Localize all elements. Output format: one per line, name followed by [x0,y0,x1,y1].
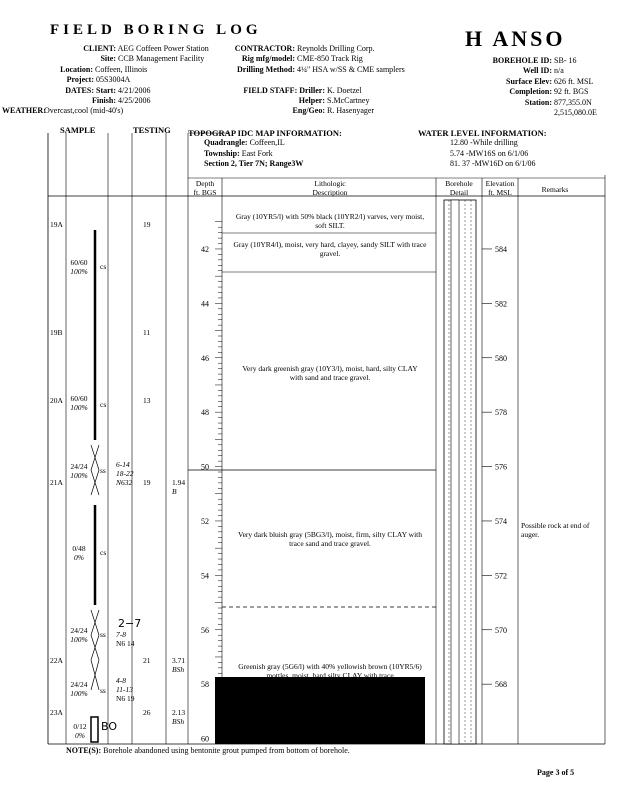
elevation-tick-label: 576 [495,462,507,472]
depth-tick-label: 60 [201,734,209,744]
header-row: Rig mfg/model: CME-850 Track Rig [241,54,363,64]
header-row: CLIENT: AEG Coffeen Power Station [83,44,209,53]
water-info: WATER LEVEL INFORMATION: 12.80 -While drilling 5.74 -MW16S on 6/1/06 81. 37 -MW16D on 6/1/06 [418,128,547,169]
header-row: Drilling Method: 4¼" HSA w/SS & CME samplers [237,64,405,74]
sample-id: 19A [50,220,63,229]
lithologic-column-header: Lithologic Description [312,179,348,197]
elevation-tick-label: 582 [495,299,507,309]
blow-sequence: 7-8 N6 14 [116,630,135,648]
header-row: Well ID: n/a [522,66,564,76]
lithology-description: Gray (10YR5/l) with 50% black (10YR2/l) varves, very moist, soft SILT. [235,212,425,230]
depth-tick-label: 52 [201,516,209,526]
recovery: 0/12 0% [73,722,87,740]
remarks-column-header: Remarks [541,185,569,194]
depth-column-header: Depth ft. BGS [193,179,217,197]
header-row: Helper: S.McCartney [298,96,370,106]
recovery: 24/24 100% [70,626,88,644]
handwritten-note: BO [101,720,118,733]
depth-tick-label: 48 [201,408,209,418]
recovery: 24/24 100% [70,462,88,480]
elevation-tick-label: 570 [495,625,507,635]
handwritten-note: 2−7 [118,617,142,630]
blow-count: 19 [143,478,151,487]
header-row: BOREHOLE ID: SB- 16 [492,56,577,65]
page-title: FIELD BORING LOG [50,22,262,38]
header-row: Station: 877,355.0N [524,97,592,107]
sample-id: 19B [50,328,63,337]
blow-count: 26 [143,708,151,717]
blow-sequence: 4-8 11-13 N6 19 [116,676,135,703]
elevation-tick-label: 584 [495,244,507,254]
header-row: FIELD STAFF: Driller: K. Doetzel [243,85,362,95]
testing-heading: TESTING [133,125,171,135]
sample-id: 23A [50,708,63,717]
test-value: 2.13 BSh [172,708,186,726]
elevation-tick-label: 574 [495,516,507,526]
sampler-type: ss [100,630,106,639]
header-row: WEATHER: Overcast,cool (mid-40's) [2,106,124,116]
blow-count: 13 [143,396,151,405]
sample-heading: SAMPLE [60,125,96,135]
topo-heading: TOPOGRAP IDC MAP INFORMATION: [188,128,342,138]
recovery: 60/60 100% [70,258,88,276]
sample-id: 21A [50,478,63,487]
header-row: Location: Coffeen, Illinois [60,64,148,74]
recovery: 24/24 100% [70,680,88,698]
notes: NOTE(S): Borehole abandoned using bentonite grout pumped from bottom of borehole. [66,746,350,755]
sampler-type: cs [100,262,107,271]
depth-tick-label: 44 [201,299,209,309]
header-row: Project: 05S3004A [66,75,131,85]
elevation-tick-label: 578 [495,408,507,418]
page-number: Page 3 of 5 [537,768,575,777]
depth-tick-label: 54 [201,571,209,581]
blow-count: 21 [143,656,151,665]
lithology-description: Very dark bluish gray (5BG3/l), moist, firm, silty CLAY with trace sand and trace gravel. [237,530,423,548]
blow-count: 11 [143,328,151,337]
sampler-type: cs [100,548,107,557]
lithology-description: Gray (10YR4/l), moist, very hard, clayey, sandy SILT with trace gravel. [233,240,427,258]
elevation-column-header: Elevation ft. MSL [485,179,515,197]
lithology-description: Very dark greenish gray (10Y3/l), moist, hard, silty CLAY with sand and trace gravel. [242,364,418,382]
topo-info: TOPOGRAP IDC MAP INFORMATION: Quadrangle: Coffeen,IL Township: East Fork Section 2, Tier 7N; Range3W [188,128,342,169]
depth-tick-label: 50 [201,462,209,472]
test-value: 3.71 BSh [172,656,186,674]
elevation-tick-label: 568 [495,680,507,690]
test-value: 1.94 B [172,478,186,496]
sampler-type: ss [100,466,106,475]
header-row: Site: CCB Management Facility [100,54,205,64]
depth-tick-label: 58 [201,680,209,690]
header-row: Finish: 4/25/2006 [91,96,151,106]
header-row: 2,515,080.0E [554,108,597,118]
header-row: CONTRACTOR: Reynolds Drilling Corp. [234,44,375,53]
header-row: Completion: 92 ft. BGS [509,87,589,97]
sampler-type: ss [100,686,106,695]
company-logo: H ANSO [465,26,566,51]
header-row: DATES: Start: 4/21/2006 [65,85,151,95]
header-row: Surface Elev: 626 ft. MSL [506,76,594,86]
recovery: 60/60 100% [70,394,88,412]
borehole-column-header: Borehole Detail [445,179,473,197]
depth-tick-label: 56 [201,625,209,635]
depth-tick-label: 42 [201,244,209,254]
sample-id: 22A [50,656,63,665]
elevation-tick-label: 580 [495,353,507,363]
water-heading: WATER LEVEL INFORMATION: [418,128,547,138]
recovery: 0/48 0% [72,544,86,562]
remark-text: Possible rock at end of auger. [521,521,590,539]
blow-sequence: 6-14 18-22 N632 [116,460,134,487]
header-row: Eng/Geo: R. Hasenyager [292,106,375,116]
elevation-tick-label: 572 [495,571,507,581]
lithology-description: Greenish gray (5G6/l) with 40% yellowish brown (10YR5/6) mottles, moist, hard silty CLAY with trace [238,662,422,680]
depth-tick-label: 46 [201,353,209,363]
sample-id: 20A [50,396,63,405]
blow-count: 19 [143,220,151,229]
sampler-type: cs [100,400,107,409]
